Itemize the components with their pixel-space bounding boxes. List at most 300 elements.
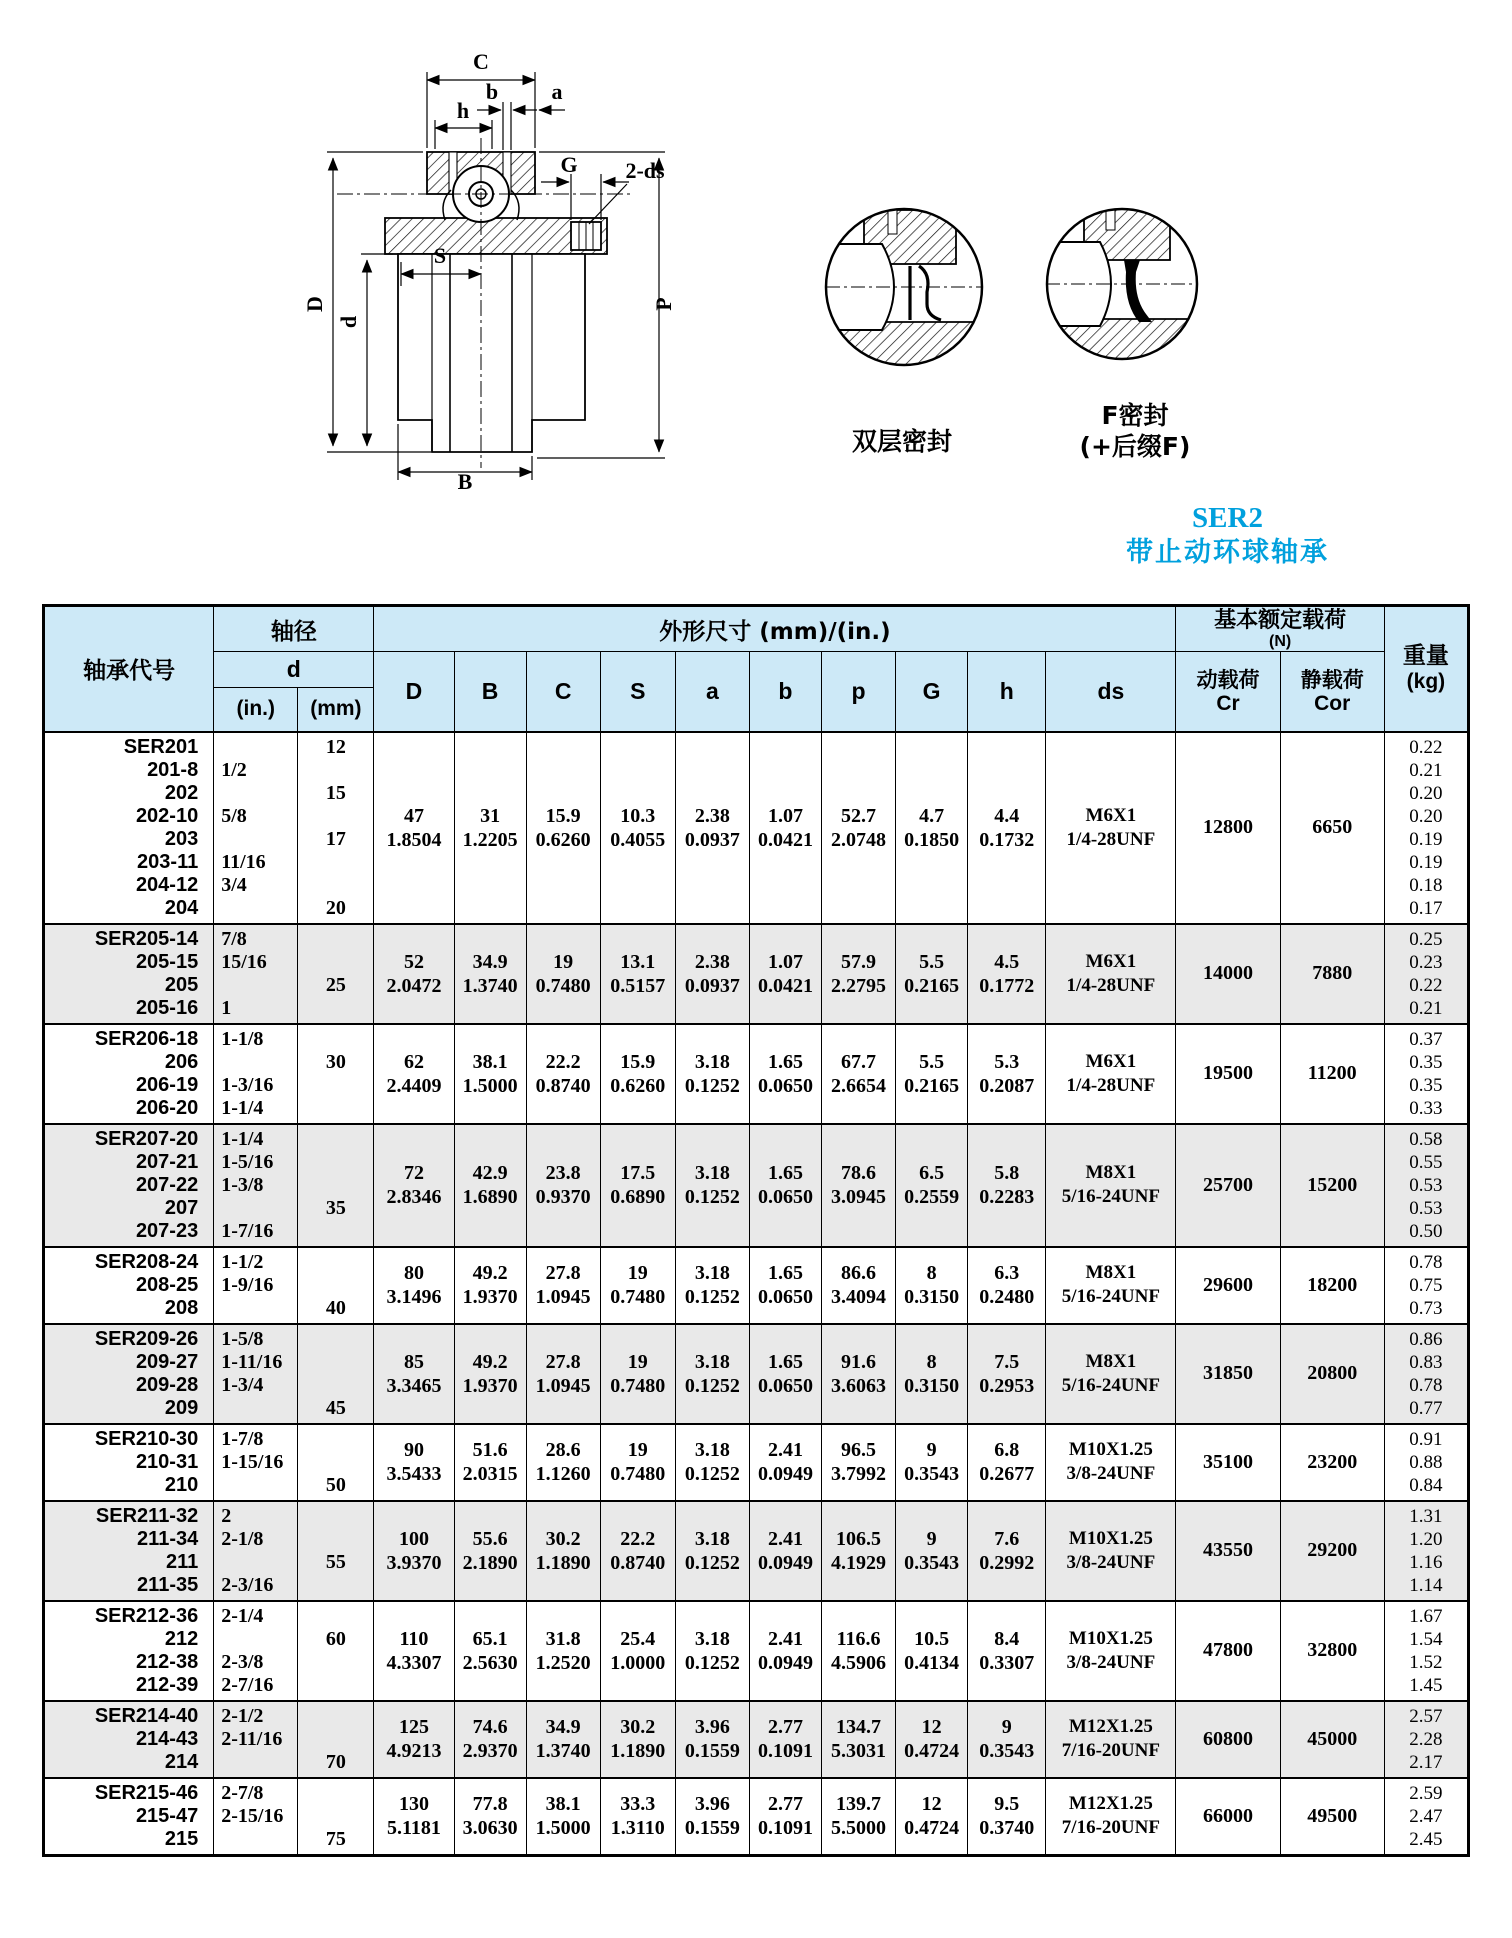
dim-S-value: 19	[627, 1439, 648, 1461]
dim-S-cell	[600, 732, 675, 924]
bearing-code-text: 214-43	[135, 1727, 199, 1750]
dim-S-cell	[600, 1778, 675, 1856]
shaft-dia-mm-text	[298, 1220, 373, 1243]
dim-C-value: 27.8	[545, 1350, 581, 1373]
shaft-dia-mm-text	[298, 1351, 373, 1374]
static-load-cell: 11200	[1280, 1024, 1384, 1124]
dim-ds-value: 1/4-28UNF	[1066, 828, 1156, 850]
dim-C-value: 27.8	[545, 1262, 581, 1284]
shaft-dia-inch-text: 1-11/16	[221, 1350, 283, 1373]
dim-B-value: 31	[480, 804, 501, 827]
bearing-code-text: SER209-26	[94, 1327, 199, 1350]
dim-ds-value: M8X1	[1085, 1162, 1137, 1183]
dim-S-cell	[600, 1501, 675, 1601]
bearing-code-text: SER214-40	[94, 1704, 199, 1727]
dim-b-cell	[749, 1247, 821, 1324]
dim-S-value: 25.4	[620, 1627, 656, 1650]
shaft-dia-inch-text: 2-15/16	[221, 1804, 284, 1827]
bearing-code-text: 201-8	[147, 758, 199, 781]
dim-S-cell	[600, 1701, 675, 1778]
shaft-dia-mm-text: 55	[325, 1550, 346, 1573]
dim-b-cell	[749, 1701, 821, 1778]
shaft-dia-inch-text: 2-3/16	[221, 1573, 274, 1596]
dim-G-cell	[896, 1501, 968, 1601]
dynamic-load-cell: 29600	[1176, 1247, 1280, 1324]
bearing-code-text: 205-16	[135, 996, 199, 1019]
dim-b-value: 0.0650	[757, 1186, 813, 1208]
shaft-dia-mm-text	[298, 1251, 373, 1274]
dim-ds-value: M8X1	[1085, 1262, 1137, 1283]
shaft-dia-mm-text	[298, 1151, 373, 1174]
dim-ds-value: 3/8-24UNF	[1066, 1463, 1156, 1484]
dim-b-value: 1.65	[767, 1050, 803, 1073]
dim-C-cell	[526, 1601, 600, 1701]
bearing-code-text: 212-39	[135, 1673, 199, 1696]
seal-right-caption	[1050, 400, 1220, 462]
dim-a-value: 3.96	[694, 1716, 730, 1738]
dim-h-value: 6.3	[994, 1262, 1020, 1284]
dim-G-value: 5.5	[919, 1050, 945, 1073]
dim-h-value: 7.5	[994, 1350, 1020, 1373]
weight-cell	[1384, 924, 1468, 1024]
shaft-dia-mm-text: 40	[325, 1296, 346, 1319]
dim-S-cell	[600, 1424, 675, 1501]
shaft-dia-mm-text	[298, 1451, 373, 1474]
dim-B-cell	[454, 1124, 526, 1247]
header-col-h: h	[968, 652, 1046, 732]
shaft-dia-mm-text	[298, 928, 373, 951]
weight-cell	[1384, 732, 1468, 924]
dim-D-value: 85	[403, 1350, 424, 1373]
shaft-dia-mm-text: 75	[325, 1827, 346, 1850]
dim-G-value: 0.4724	[904, 1740, 960, 1762]
bearing-code-cell	[44, 1247, 214, 1324]
weight-cell	[1384, 1247, 1468, 1324]
bearing-code-text: 207-22	[135, 1173, 199, 1196]
housing-body	[398, 254, 585, 452]
static-load-cell: 6650	[1280, 732, 1384, 924]
dim-h-value: 0.1732	[979, 828, 1035, 851]
shaft-dia-inch-cell	[214, 1601, 298, 1701]
cor-label-text: 静载荷	[1300, 667, 1364, 692]
dim-D-value: 62	[403, 1050, 424, 1073]
header-bearing-code: 轴承代号	[44, 606, 214, 732]
dim-C-value: 0.8740	[535, 1074, 591, 1097]
dim-B-cell	[454, 1024, 526, 1124]
dim-D-cell	[374, 1024, 454, 1124]
dim-C-value: 1.1890	[535, 1551, 591, 1574]
dim-b-cell	[749, 1324, 821, 1424]
weight-unit-text: (kg)	[1406, 670, 1446, 694]
dim-ds-value: M8X1	[1085, 1350, 1137, 1372]
dim-B-value: 38.1	[472, 1050, 508, 1073]
weight-cell	[1384, 1778, 1468, 1856]
dim-D-cell	[374, 924, 454, 1024]
shaft-dia-mm-cell	[298, 1024, 374, 1124]
bearing-code-text: SER206-18	[94, 1027, 199, 1050]
table-row-group	[44, 1778, 1469, 1856]
bearing-code-text: 211	[165, 1550, 199, 1573]
dim-h-value: 6.8	[994, 1439, 1020, 1461]
shaft-dia-inch-text: 2-1/8	[221, 1527, 264, 1550]
dim-h-value: 0.2992	[979, 1551, 1035, 1574]
dim-S-cell	[600, 1024, 675, 1124]
bearing-code-text: 205-15	[135, 950, 199, 973]
dim-B-value: 1.9370	[462, 1374, 518, 1397]
dim-D-value: 2.0472	[386, 974, 442, 997]
dim-h-value: 0.3740	[979, 1817, 1035, 1839]
static-load-cell: 32800	[1280, 1601, 1384, 1701]
shaft-dia-mm-text	[298, 805, 373, 828]
weight-text: 0.17	[1409, 897, 1443, 919]
dim-b-cell	[749, 1124, 821, 1247]
shaft-dia-mm-text	[298, 1274, 373, 1297]
dim-b-value: 1.65	[767, 1162, 803, 1184]
dim-D-value: 125	[398, 1716, 429, 1738]
shaft-dia-mm-text	[298, 1782, 373, 1805]
bearing-code-text: 208	[164, 1296, 199, 1319]
dim-B-value: 49.2	[472, 1262, 508, 1284]
dim-B-cell	[454, 1324, 526, 1424]
dim-D-cell	[374, 1778, 454, 1856]
dim-p-value: 78.6	[841, 1162, 877, 1184]
dim-p-value: 3.6063	[831, 1374, 887, 1397]
shaft-dia-mm-text	[298, 851, 373, 874]
weight-label-text: 重量	[1402, 643, 1449, 670]
shaft-dia-mm-text	[298, 1428, 373, 1451]
dim-G-value: 6.5	[919, 1162, 945, 1184]
bearing-code-cell	[44, 1124, 214, 1247]
dim-D-value: 5.1181	[387, 1817, 441, 1839]
dim-S-value: 0.5157	[610, 974, 666, 997]
dim-G-value: 5.5	[919, 950, 945, 973]
dim-D-cell	[374, 1424, 454, 1501]
weight-cell	[1384, 1424, 1468, 1501]
weight-text: 1.14	[1409, 1574, 1443, 1596]
dim-S-value: 15.9	[620, 1050, 656, 1073]
dim-G-value: 0.4134	[904, 1651, 960, 1674]
shaft-dia-inch-text	[214, 1828, 297, 1851]
dim-p-value: 3.0945	[831, 1186, 887, 1208]
dim-B-cell	[454, 732, 526, 924]
dim-label-b: b	[485, 79, 499, 104]
dim-G-value: 0.2165	[904, 974, 960, 997]
shaft-dia-mm-text	[298, 1574, 373, 1597]
dim-G-cell	[896, 1778, 968, 1856]
dim-C-value: 1.2520	[535, 1651, 591, 1674]
dim-a-cell	[675, 1124, 749, 1247]
shaft-dia-mm-text	[298, 1528, 373, 1551]
dim-a-value: 0.1252	[684, 1286, 740, 1308]
table-row-group	[44, 924, 1469, 1024]
shaft-dia-mm-text: 30	[325, 1050, 346, 1073]
dim-S-value: 22.2	[620, 1527, 656, 1550]
shaft-dia-inch-text: 1-3/4	[221, 1373, 264, 1396]
dim-h-value: 8.4	[994, 1627, 1020, 1650]
shaft-dia-inch-text	[214, 974, 297, 997]
dim-h-value: 4.5	[994, 950, 1020, 973]
shaft-dia-mm-text	[298, 1728, 373, 1751]
shaft-dia-inch-cell	[214, 1778, 298, 1856]
bearing-code-text: 207	[164, 1196, 199, 1219]
dim-S-cell	[600, 924, 675, 1024]
shaft-dia-inch-text	[214, 1197, 297, 1220]
shaft-dia-mm-text	[298, 1374, 373, 1397]
bearing-code-text: SER207-20	[94, 1127, 199, 1150]
weight-text: 0.19	[1409, 851, 1443, 873]
weight-text: 0.83	[1409, 1351, 1443, 1373]
dim-D-value: 3.1496	[386, 1286, 442, 1308]
dim-b-value: 0.0949	[757, 1463, 813, 1485]
shaft-dia-inch-cell	[214, 1124, 298, 1247]
dim-ds-cell	[1046, 1324, 1176, 1424]
dim-a-value: 0.1252	[684, 1374, 740, 1397]
shaft-dia-inch-text: 1-1/4	[221, 1127, 264, 1150]
dynamic-load-cell: 47800	[1176, 1601, 1280, 1701]
weight-text: 0.88	[1409, 1451, 1443, 1473]
dim-h-value: 0.3543	[979, 1740, 1035, 1762]
dim-G-value: 0.3543	[904, 1463, 960, 1485]
bearing-code-cell	[44, 1424, 214, 1501]
shaft-dia-mm-text	[298, 759, 373, 782]
dim-D-value: 47	[403, 804, 424, 827]
shaft-dia-inch-text: 1-7/8	[221, 1427, 264, 1450]
weight-text: 0.50	[1409, 1220, 1443, 1242]
shaft-dia-inch-text	[214, 736, 297, 759]
dim-p-value: 4.1929	[831, 1551, 887, 1574]
dim-b-value: 0.1091	[757, 1740, 813, 1762]
dim-p-value: 5.3031	[831, 1740, 887, 1762]
bearing-code-cell	[44, 1701, 214, 1778]
dim-D-cell	[374, 1247, 454, 1324]
bearing-code-text: 202	[164, 781, 199, 804]
dim-G-value: 0.3150	[904, 1286, 960, 1308]
dim-D-cell	[374, 1701, 454, 1778]
dim-p-cell	[821, 1701, 895, 1778]
dim-B-cell	[454, 1424, 526, 1501]
dim-h-cell	[968, 1247, 1046, 1324]
shaft-dia-mm-text: 60	[325, 1627, 346, 1650]
dim-a-value: 3.18	[694, 1262, 730, 1284]
dim-S-cell	[600, 1324, 675, 1424]
dim-B-value: 1.3740	[462, 974, 518, 997]
dim-S-value: 30.2	[620, 1716, 656, 1738]
shaft-dia-inch-text	[214, 1051, 297, 1074]
weight-text: 0.18	[1409, 874, 1443, 896]
shaft-dia-mm-text	[298, 1128, 373, 1151]
dynamic-load-cell: 19500	[1176, 1024, 1280, 1124]
shaft-dia-mm-text	[298, 951, 373, 974]
dim-G-value: 8	[926, 1350, 937, 1373]
bearing-code-text: 214	[164, 1750, 199, 1773]
bearing-code-text: 208-25	[135, 1273, 199, 1296]
shaft-dia-inch-cell	[214, 1024, 298, 1124]
dim-G-value: 9	[926, 1439, 937, 1461]
weight-text: 0.55	[1409, 1151, 1443, 1173]
dim-C-value: 22.2	[545, 1050, 581, 1073]
dim-a-value: 0.1252	[684, 1463, 740, 1485]
weight-text: 0.20	[1409, 805, 1443, 827]
weight-text: 0.73	[1409, 1297, 1443, 1319]
bearing-code-text: SER211-32	[95, 1504, 199, 1527]
static-load-cell: 45000	[1280, 1701, 1384, 1778]
cor-sub-text: Cor	[1314, 691, 1351, 715]
dim-D-value: 3.3465	[386, 1374, 442, 1397]
bearing-code-text: SER201	[123, 735, 199, 758]
dim-label-d: d	[336, 315, 361, 329]
header-col-B: B	[454, 652, 526, 732]
dim-S-value: 19	[627, 1262, 648, 1284]
dim-ds-cell	[1046, 732, 1176, 924]
dim-h-value: 0.2677	[979, 1463, 1035, 1485]
dim-D-value: 52	[403, 950, 424, 973]
shaft-dia-mm-text	[298, 1174, 373, 1197]
cr-sub-text: Cr	[1216, 691, 1240, 715]
dim-G-value: 0.1850	[904, 828, 960, 851]
weight-text: 0.21	[1409, 997, 1443, 1019]
dim-B-value: 1.6890	[462, 1186, 518, 1208]
dim-b-value: 2.77	[767, 1716, 803, 1738]
dim-p-value: 2.0748	[831, 828, 887, 851]
header-col-a: a	[675, 652, 749, 732]
table-header	[44, 606, 1469, 732]
dim-ds-value: M10X1.25	[1068, 1627, 1153, 1649]
weight-text: 0.37	[1409, 1028, 1443, 1050]
dim-ds-value: M6X1	[1085, 950, 1137, 972]
weight-text: 0.75	[1409, 1274, 1443, 1296]
dim-B-cell	[454, 1501, 526, 1601]
dim-ds-cell	[1046, 1247, 1176, 1324]
dim-p-value: 4.5906	[831, 1651, 887, 1674]
weight-text: 0.84	[1409, 1474, 1443, 1496]
shaft-dia-inch-text: 1-1/8	[221, 1027, 264, 1050]
dim-S-value: 19	[627, 1350, 648, 1373]
shaft-dia-inch-text: 1-3/8	[221, 1173, 264, 1196]
shaft-dia-inch-text: 1-5/16	[221, 1150, 274, 1173]
dim-b-value: 0.0421	[757, 828, 813, 851]
dim-ds-value: 1/4-28UNF	[1066, 974, 1156, 996]
shaft-dia-inch-cell	[214, 1247, 298, 1324]
dim-G-cell	[896, 1324, 968, 1424]
dim-b-value: 0.1091	[757, 1817, 813, 1839]
dim-D-value: 72	[403, 1162, 424, 1184]
dim-h-cell	[968, 1778, 1046, 1856]
header-col-b: b	[749, 652, 821, 732]
shaft-dia-mm-text	[298, 997, 373, 1020]
dim-S-value: 0.4055	[610, 828, 666, 851]
shaft-dia-inch-cell	[214, 1701, 298, 1778]
shaft-dia-inch-text: 1-9/16	[221, 1273, 274, 1296]
weight-text: 1.67	[1409, 1605, 1443, 1627]
series-name: 带止动环球轴承	[1126, 537, 1329, 568]
table-row-group	[44, 1424, 1469, 1501]
shaft-dia-inch-text	[214, 897, 297, 920]
dim-C-cell	[526, 1701, 600, 1778]
dim-S-value: 17.5	[620, 1162, 656, 1184]
dim-ds-value: 5/16-24UNF	[1061, 1286, 1160, 1307]
dim-h-value: 0.2087	[979, 1074, 1035, 1097]
dim-b-value: 2.41	[767, 1527, 803, 1550]
dim-D-value: 3.9370	[386, 1551, 442, 1574]
dim-C-value: 28.6	[545, 1439, 581, 1461]
weight-cell	[1384, 1024, 1468, 1124]
dim-a-cell	[675, 1324, 749, 1424]
dim-b-value: 0.0650	[757, 1286, 813, 1308]
bearing-code-text: SER212-36	[94, 1604, 199, 1627]
bearing-code-text: SER208-24	[94, 1250, 199, 1273]
bearing-code-text: 204-12	[135, 873, 199, 896]
dim-ds-cell	[1046, 1424, 1176, 1501]
dim-b-value: 2.41	[767, 1439, 803, 1461]
shaft-dia-inch-cell	[214, 924, 298, 1024]
dim-ds-value: M12X1.25	[1068, 1793, 1153, 1814]
dim-b-value: 2.77	[767, 1793, 803, 1815]
dim-a-value: 3.18	[694, 1050, 730, 1073]
dim-p-cell	[821, 924, 895, 1024]
shaft-dia-inch-text: 2-3/8	[221, 1650, 264, 1673]
dim-a-value: 3.18	[694, 1162, 730, 1184]
dim-S-cell	[600, 1601, 675, 1701]
bearing-code-cell	[44, 1778, 214, 1856]
dim-p-value: 86.6	[841, 1262, 877, 1284]
dim-p-cell	[821, 1424, 895, 1501]
weight-text: 0.58	[1409, 1128, 1443, 1150]
weight-text: 2.17	[1409, 1751, 1443, 1773]
dim-B-cell	[454, 1778, 526, 1856]
dim-B-cell	[454, 1247, 526, 1324]
dim-label-C: C	[473, 49, 489, 74]
shaft-dia-mm-text: 15	[325, 781, 346, 804]
dim-S-value: 0.7480	[610, 1374, 666, 1397]
shaft-dia-mm-text	[298, 1805, 373, 1828]
dim-b-cell	[749, 732, 821, 924]
shaft-dia-mm-cell	[298, 1501, 374, 1601]
dim-a-value: 0.0937	[684, 828, 740, 851]
static-load-cell: 20800	[1280, 1324, 1384, 1424]
dim-a-cell	[675, 1024, 749, 1124]
dim-S-value: 0.7480	[610, 1286, 666, 1308]
dim-C-cell	[526, 1501, 600, 1601]
dim-D-value: 2.8346	[386, 1186, 442, 1208]
weight-cell	[1384, 1124, 1468, 1247]
dim-B-value: 2.5630	[462, 1651, 518, 1674]
dim-C-value: 31.8	[545, 1627, 581, 1650]
dim-b-value: 1.07	[767, 950, 803, 973]
dim-b-cell	[749, 1601, 821, 1701]
dim-ds-cell	[1046, 1701, 1176, 1778]
dim-C-value: 1.3740	[535, 1740, 591, 1762]
dim-C-value: 1.0945	[535, 1286, 591, 1308]
weight-text: 0.86	[1409, 1328, 1443, 1350]
weight-text: 0.53	[1409, 1174, 1443, 1196]
dim-a-value: 0.1559	[684, 1817, 740, 1839]
weight-text: 1.52	[1409, 1651, 1443, 1673]
dim-S-value: 10.3	[620, 804, 656, 827]
dim-G-value: 0.3150	[904, 1374, 960, 1397]
bearing-code-text: 209	[164, 1396, 199, 1419]
dim-label-2ds: 2-ds	[625, 158, 665, 183]
dim-ds-value: 5/16-24UNF	[1061, 1186, 1160, 1207]
dim-b-value: 2.41	[767, 1627, 803, 1650]
weight-text: 0.23	[1409, 951, 1443, 973]
dim-b-cell	[749, 1424, 821, 1501]
dim-h-value: 0.2953	[979, 1374, 1035, 1397]
dim-h-value: 9	[1001, 1716, 1012, 1738]
dim-p-value: 91.6	[841, 1350, 877, 1373]
dim-B-cell	[454, 1701, 526, 1778]
dim-D-cell	[374, 1601, 454, 1701]
table-row-group	[44, 732, 1469, 924]
